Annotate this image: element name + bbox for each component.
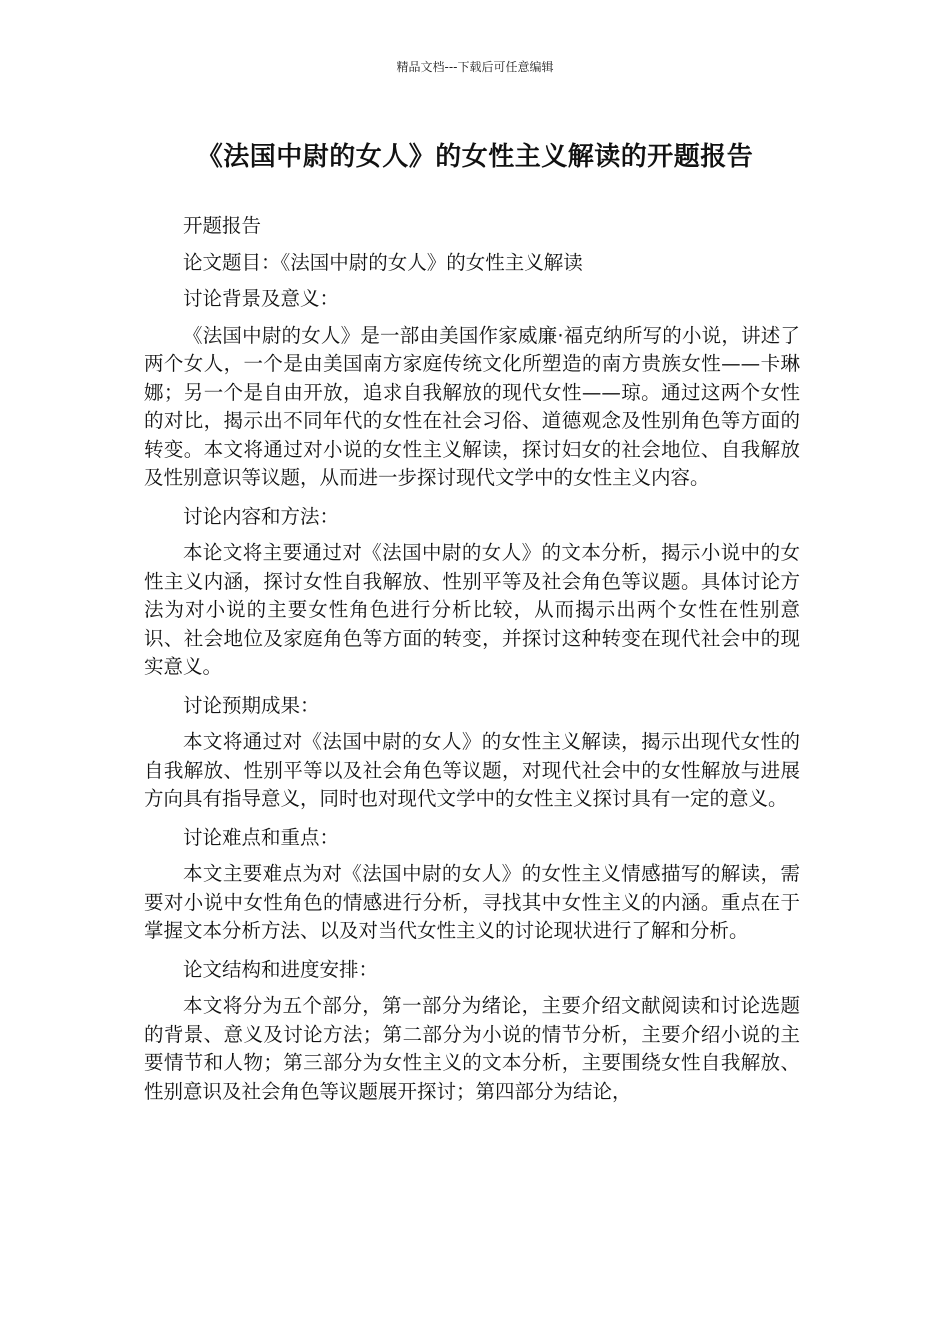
report-label: 开题报告: [183, 214, 262, 237]
header-note: 精品文档---下载后可任意编辑: [396, 60, 554, 74]
difficulty-heading: 讨论难点和重点：: [183, 825, 340, 849]
structure-heading: 论文结构和进度安排：: [183, 957, 379, 981]
expected-heading: 讨论预期成果：: [183, 693, 320, 717]
expected-paragraph: 本文将通过对《法国中尉的女人》的女性主义解读，揭示出现代女性的自我解放、性别平等以及社会角色等议题，对现代社会中的女性解放与进展方向具有指导意义，同时也对现代文学中的女性主义探讨具有一定的意义。: [144, 730, 800, 810]
content-heading: 讨论内容和方法：: [183, 504, 340, 528]
content-paragraph: 本论文将主要通过对《法国中尉的女人》的文本分析，揭示小说中的女性主义内涵，探讨女性自我解放、性别平等及社会角色等议题。具体讨论方法为对小说的主要女性角色进行分析比较，从而揭示出两个女性在性别意识、社会地位及家庭角色等方面的转变，并探讨这种转变在现代社会中的现实意义。: [144, 541, 800, 678]
document-title: 《法国中尉的女人》的女性主义解读的开题报告: [196, 142, 754, 172]
structure-paragraph: 本文将分为五个部分，第一部分为绪论，主要介绍文献阅读和讨论选题的背景、意义及讨论方法；第二部分为小说的情节分析，主要介绍小说的主要情节和人物；第三部分为女性主义的文本分析，主要围绕女性自我解放、性别意识及社会角色等议题展开探讨；第四部分为结论，: [144, 994, 800, 1103]
thesis-title: 论文题目：《法国中尉的女人》的女性主义解读: [183, 250, 583, 274]
document-body: [144, 212, 800, 1116]
background-heading: 讨论背景及意义：: [183, 287, 340, 310]
background-paragraph: 《法国中尉的女人》是一部由美国作家威廉·福克纳所写的小说，讲述了两个女人，一个是由美国南方家庭传统文化所塑造的南方贵族女性——卡琳娜；另一个是自由开放，追求自我解放的现代女性——琼。通过这两个女性的对比，揭示出不同年代的女性在社会习俗、道德观念及性别角色等方面的转变。本文将通过对小说的女性主义解读，探讨妇女的社会地位、自我解放及性别意识等议题，从而进一步探讨现代文学中的女性主义内容。: [144, 323, 800, 489]
difficulty-paragraph: 本文主要难点为对《法国中尉的女人》的女性主义情感描写的解读，需要对小说中女性角色的情感进行分析，寻找其中女性主义的内涵。重点在于掌握文本分析方法、以及对当代女性主义的讨论现状进行了解和分析。: [144, 862, 800, 942]
